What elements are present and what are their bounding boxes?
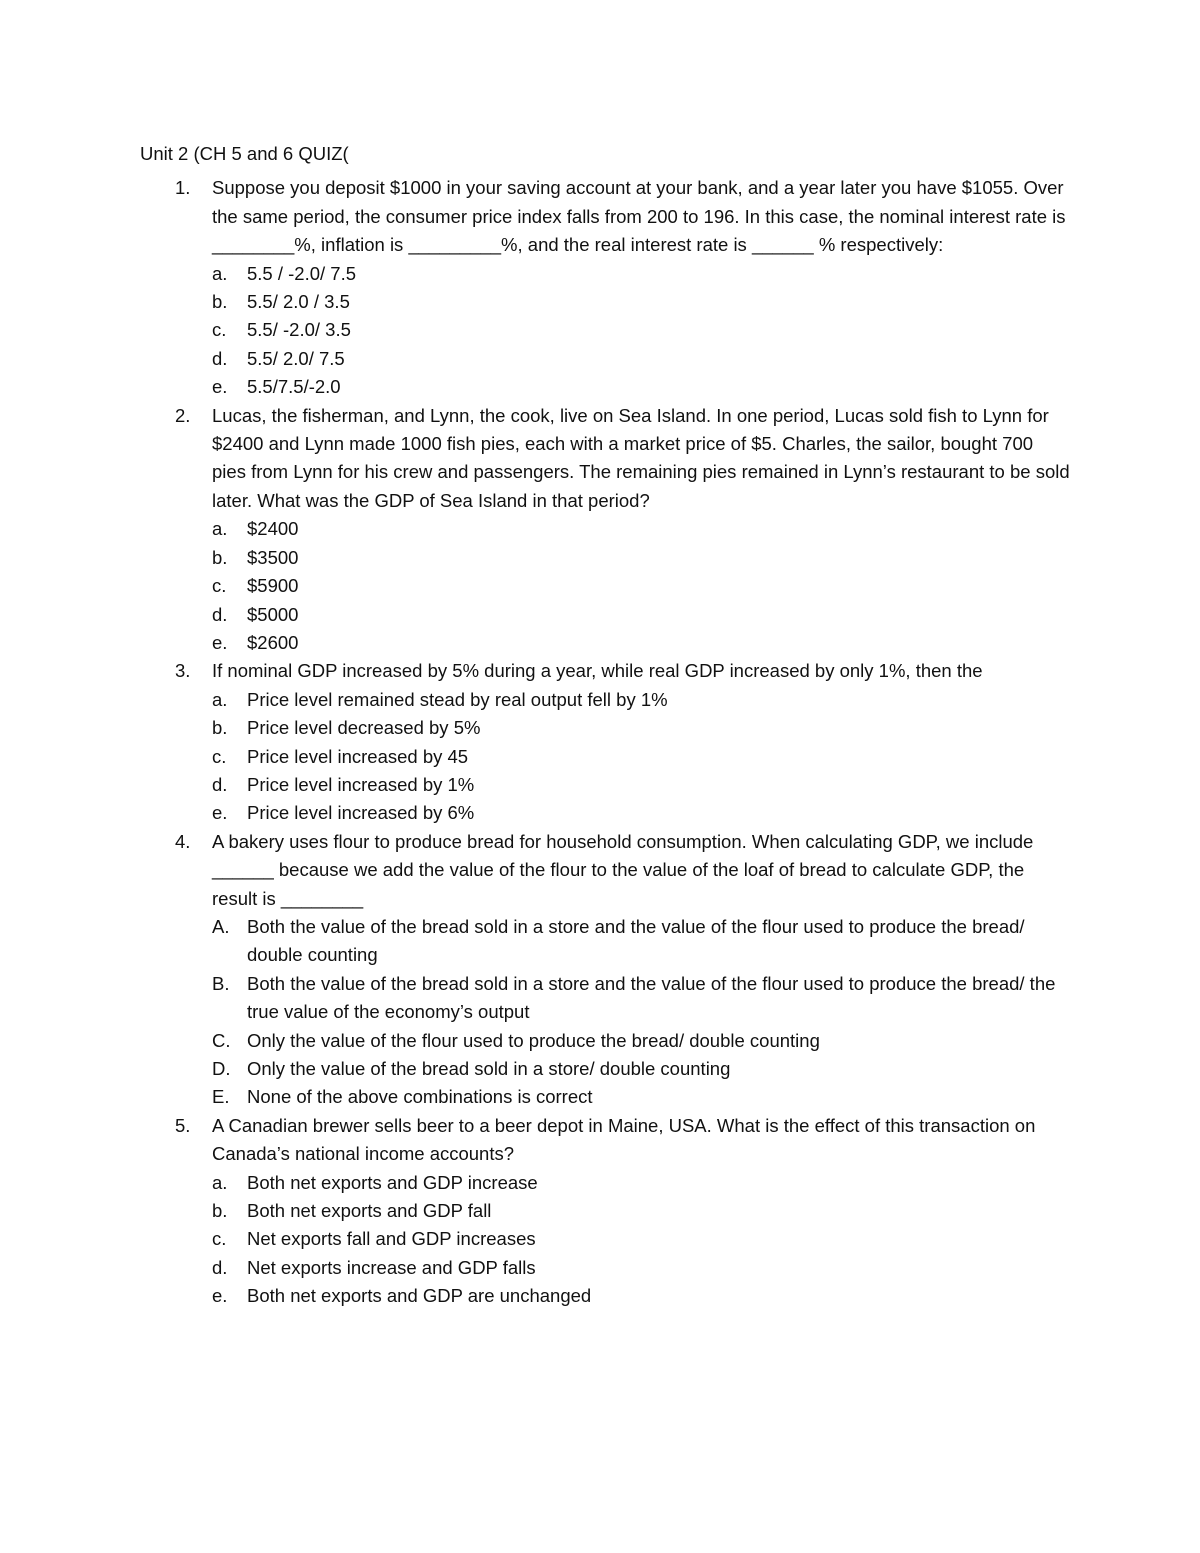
answer-option	[212, 288, 1070, 316]
answer-option	[212, 345, 1070, 373]
option-text: Only the value of the bread sold in a store/ double counting	[247, 1058, 731, 1079]
answer-option	[212, 913, 1070, 970]
question-text: If nominal GDP increased by 5% during a year, while real GDP increased by only 1%, then the	[212, 660, 983, 682]
answer-option	[212, 743, 1070, 771]
question-number: 4.	[175, 830, 191, 852]
question-5	[140, 1112, 1070, 1311]
question-number: 2.	[175, 404, 191, 426]
option-text: Both the value of the bread sold in a store and the value of the flour used to produce the bread/ double counting	[247, 915, 1025, 966]
option-text: $2600	[247, 631, 299, 653]
answer-option	[212, 1027, 1070, 1055]
option-label: a.	[212, 262, 228, 284]
answer-options	[212, 1169, 1070, 1311]
option-text: 5.5/ 2.0 / 3.5	[247, 291, 350, 313]
option-text: Both net exports and GDP increase	[247, 1171, 538, 1193]
answer-option	[212, 1225, 1070, 1253]
option-label: a.	[212, 688, 228, 710]
option-text: $5000	[247, 603, 299, 625]
answer-options	[212, 686, 1070, 828]
option-label: A.	[212, 915, 230, 937]
option-label: e.	[212, 376, 228, 398]
option-text: Net exports increase and GDP falls	[247, 1256, 536, 1278]
answer-option	[212, 544, 1070, 572]
answer-option	[212, 1083, 1070, 1111]
option-label: d.	[212, 1256, 228, 1278]
option-label: d.	[212, 773, 228, 795]
question-text: A bakery uses flour to produce bread for household consumption. When calculating GDP, we include ______ because we add the value of the flour to the value of the loaf of bread to calculate GDP, the result is ________	[212, 830, 1034, 909]
answer-option	[212, 316, 1070, 344]
option-text: Price level increased by 45	[247, 745, 469, 767]
question-list	[140, 174, 1070, 1310]
answer-option	[212, 629, 1070, 657]
option-label: a.	[212, 1171, 228, 1193]
question-number: 1.	[175, 177, 191, 199]
option-label: b.	[212, 717, 228, 739]
option-label: B.	[212, 972, 230, 994]
option-label: a.	[212, 518, 228, 540]
answer-option	[212, 714, 1070, 742]
option-label: c.	[212, 1228, 227, 1250]
option-label: D.	[212, 1058, 231, 1079]
answer-options	[212, 515, 1070, 657]
answer-option	[212, 799, 1070, 827]
answer-options	[212, 260, 1070, 402]
option-label: E.	[212, 1086, 230, 1108]
option-text: Only the value of the flour used to produce the bread/ double counting	[247, 1029, 820, 1051]
question-1	[140, 174, 1070, 401]
option-text: Price level increased by 1%	[247, 773, 475, 795]
question-3	[140, 657, 1070, 827]
option-text: $3500	[247, 546, 299, 568]
answer-option	[212, 572, 1070, 600]
answer-option	[212, 1282, 1070, 1310]
option-label: b.	[212, 546, 228, 568]
answer-option	[212, 1254, 1070, 1282]
option-text: $2400	[247, 518, 299, 540]
question-text: Suppose you deposit $1000 in your saving account at your bank, and a year later you have $1055. Over the same period, the consumer price index falls from 200 to 196. In this case, the nominal interest rate is ________%, inflation is _________%, and the real interest rate is ______ % respectively:	[212, 177, 1066, 256]
question-text: A Canadian brewer sells beer to a beer depot in Maine, USA. What is the effect of this transaction on Canada’s national income accounts?	[212, 1114, 1036, 1165]
page-title: Unit 2 (CH 5 and 6 QUIZ(	[140, 143, 349, 164]
option-text: 5.5/ 2.0/ 7.5	[247, 347, 345, 369]
answer-option	[212, 686, 1070, 714]
option-label: e.	[212, 802, 228, 824]
option-label: d.	[212, 347, 228, 369]
option-text: Price level increased by 6%	[247, 802, 475, 824]
question-4	[140, 828, 1070, 1112]
option-label: b.	[212, 291, 228, 313]
answer-option	[212, 1055, 1070, 1083]
option-label: c.	[212, 745, 227, 767]
option-label: C.	[212, 1029, 231, 1051]
answer-option	[212, 515, 1070, 543]
question-text: Lucas, the fisherman, and Lynn, the cook, live on Sea Island. In one period, Lucas sold fish to Lynn for $2400 and Lynn made 1000 fish pies, each with a market price of $5. Charles, the sailor, bought 700 pies from Lynn for his crew and passengers. The remaining pies remained in Lynn’s restaurant to be sold later. What was the GDP of Sea Island in that period?	[212, 404, 1070, 511]
question-number: 5.	[175, 1114, 191, 1136]
option-text: 5.5/7.5/-2.0	[247, 376, 341, 398]
option-text: Price level remained stead by real output fell by 1%	[247, 688, 668, 710]
answer-option	[212, 970, 1070, 1027]
option-text: $5900	[247, 575, 299, 597]
option-label: b.	[212, 1200, 228, 1222]
question-2	[140, 402, 1070, 658]
answer-option	[212, 601, 1070, 629]
answer-option	[212, 373, 1070, 401]
option-label: c.	[212, 575, 227, 597]
answer-option	[212, 771, 1070, 799]
option-text: None of the above combinations is correct	[247, 1086, 593, 1108]
option-text: Both net exports and GDP are unchanged	[247, 1285, 592, 1307]
answer-option	[212, 1197, 1070, 1225]
option-text: Both net exports and GDP fall	[247, 1200, 492, 1222]
answer-options	[212, 913, 1070, 1112]
option-text: Both the value of the bread sold in a store and the value of the flour used to produce the bread/ the true value of the economy’s output	[247, 972, 1056, 1023]
option-text: Price level decreased by 5%	[247, 717, 481, 739]
option-label: c.	[212, 319, 227, 341]
option-label: d.	[212, 603, 228, 625]
answer-option	[212, 1169, 1070, 1197]
question-number: 3.	[175, 660, 191, 682]
option-text: 5.5 / -2.0/ 7.5	[247, 262, 357, 284]
answer-option	[212, 260, 1070, 288]
option-label: e.	[212, 631, 228, 653]
quiz-document	[140, 140, 1070, 1311]
option-text: Net exports fall and GDP increases	[247, 1228, 536, 1250]
option-label: e.	[212, 1285, 228, 1307]
option-text: 5.5/ -2.0/ 3.5	[247, 319, 351, 341]
